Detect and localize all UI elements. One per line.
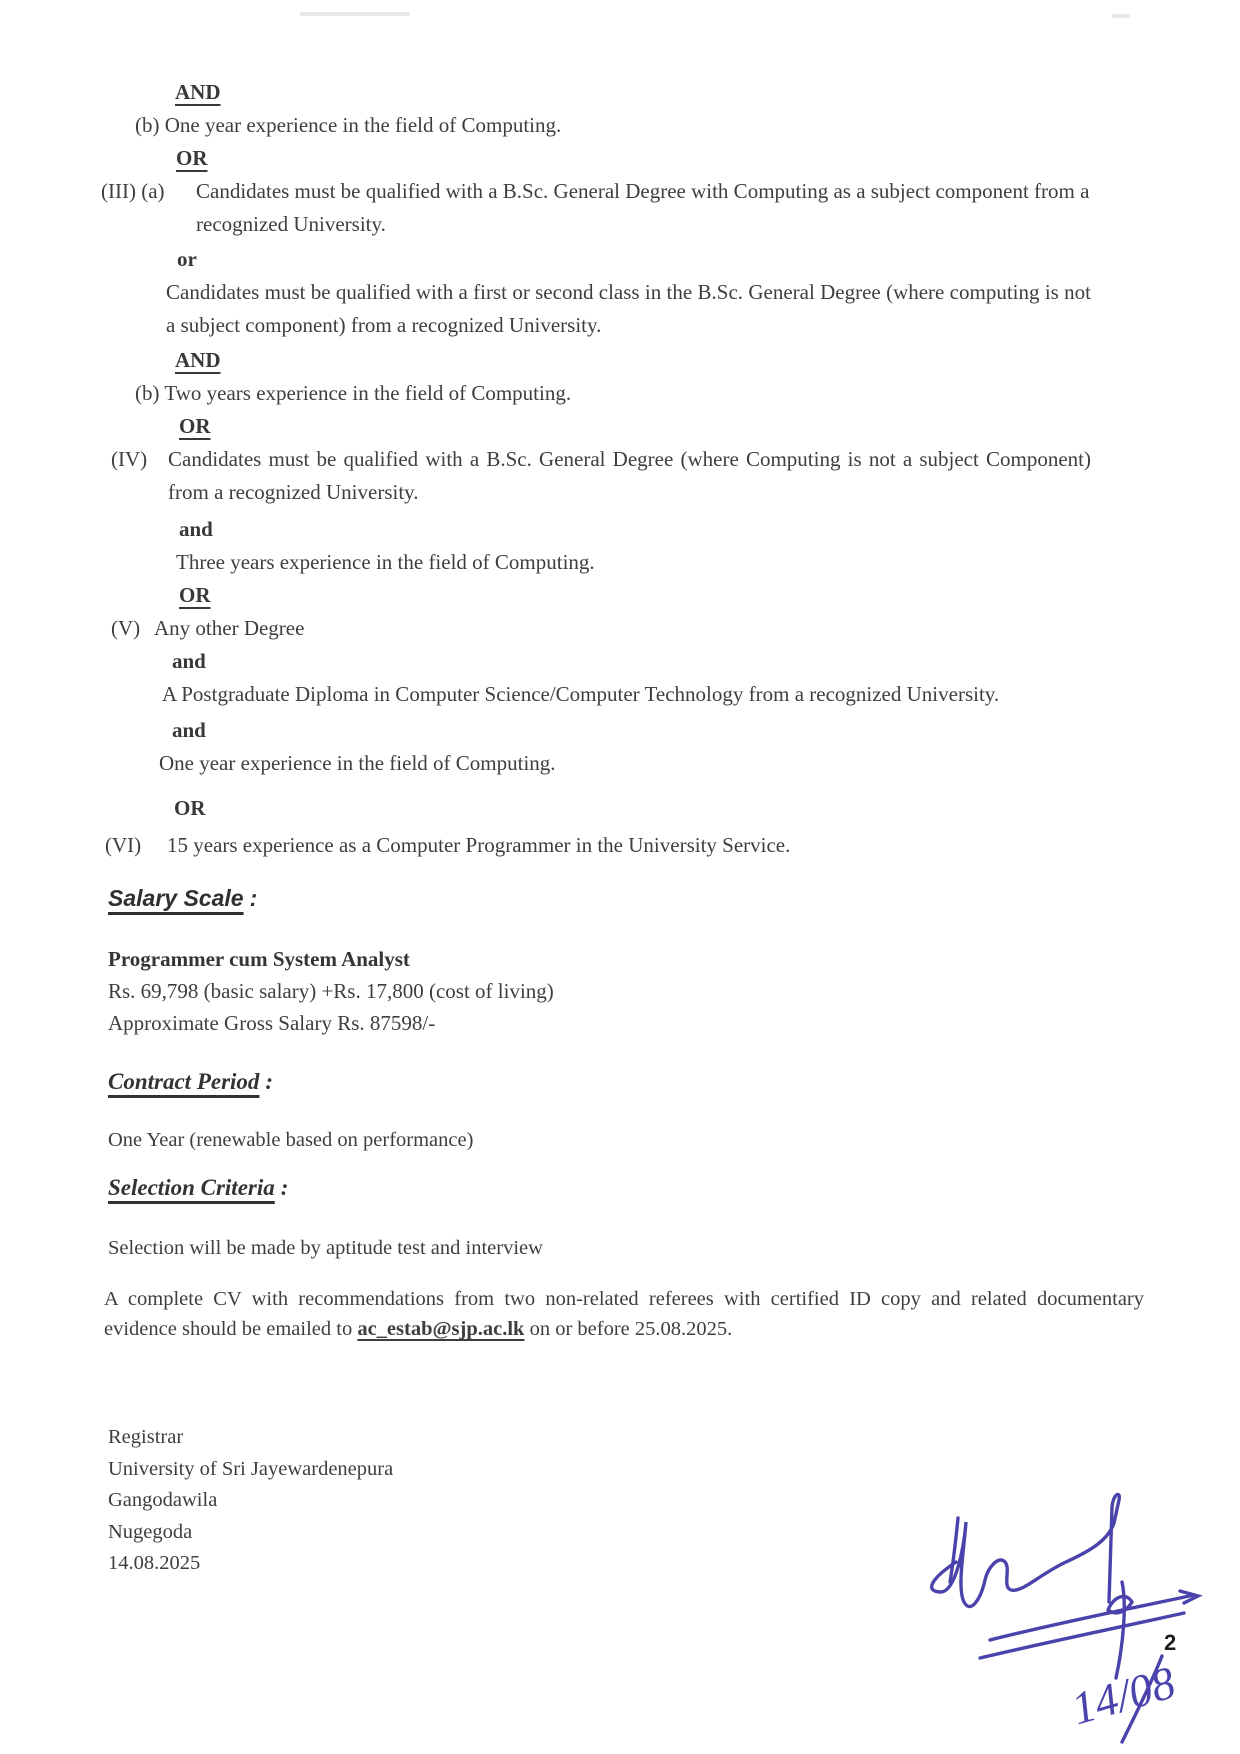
- application-text-before-email: A complete CV with recommendations from two non-related referees with certified ID copy and related documentary evidence should be emailed to: [104, 1288, 1144, 1340]
- conjunction-and-lower-2: and: [172, 649, 206, 673]
- conjunction-or-lower: or: [177, 247, 197, 271]
- item-iii-marker: (III) (a): [101, 179, 165, 203]
- item-iv-marker: (IV): [111, 447, 148, 471]
- handwritten-signature: [860, 1450, 1240, 1754]
- salary-scale-heading-colon: :: [249, 885, 258, 911]
- conjunction-and-2: AND: [175, 348, 221, 372]
- signoff-suburb: Gangodawila: [108, 1489, 218, 1511]
- item-v-text: Any other Degree: [154, 616, 305, 640]
- qualifications-section: [101, 76, 1097, 862]
- conjunction-and-lower-1: and: [179, 517, 213, 541]
- qualification-item-iv: [111, 443, 1093, 509]
- item-vi-text: 15 years experience as a Computer Programmer in the University Service.: [167, 833, 791, 857]
- salary-scale-heading-text: Salary Scale: [108, 885, 244, 911]
- scan-artifact: [300, 12, 410, 16]
- application-email-link[interactable]: ac_estab@sjp.ac.lk: [357, 1318, 525, 1340]
- application-instructions: [104, 1284, 1144, 1344]
- salary-breakdown: Rs. 69,798 (basic salary) +Rs. 17,800 (cost of living): [108, 979, 554, 1003]
- selection-criteria-heading: [108, 1172, 543, 1204]
- page-number: 2: [1164, 1630, 1177, 1655]
- signoff-date: 14.08.2025: [108, 1552, 201, 1574]
- selection-criteria-heading-colon: :: [280, 1175, 289, 1200]
- item-v-experience: One year experience in the field of Computing.: [159, 751, 556, 775]
- item-v-diploma: A Postgraduate Diploma in Computer Science/Computer Technology from a recognized University.: [162, 682, 1000, 706]
- item-iv-experience: Three years experience in the field of Computing.: [176, 550, 595, 574]
- conjunction-or-2: OR: [179, 414, 211, 438]
- item-iii-alternative-text: Candidates must be qualified with a first or second class in the B.Sc. General Degree (where computing is not a subject component) from a recognized University.: [166, 280, 1097, 337]
- signoff-university: University of Sri Jayewardenepura: [108, 1457, 394, 1480]
- handwritten-date-note: 14/08: [1065, 1656, 1181, 1735]
- qualification-item-v: [111, 612, 1093, 645]
- salary-scale-heading: [108, 882, 554, 915]
- contract-period-text: One Year (renewable based on performance): [108, 1129, 474, 1151]
- selection-criteria-heading-text: Selection Criteria: [108, 1175, 275, 1200]
- item-v-marker: (V): [111, 616, 141, 640]
- qualification-item-vi: [105, 829, 1093, 862]
- selection-criteria-section: [108, 1172, 543, 1264]
- conjunction-or-3: OR: [179, 583, 211, 607]
- signoff-city: Nugegoda: [108, 1520, 193, 1543]
- item-vi-marker: (VI): [105, 833, 142, 857]
- contract-period-heading-colon: :: [265, 1069, 274, 1094]
- signoff-block: [108, 1422, 393, 1580]
- qualification-item-b1: (b) One year experience in the field of Computing.: [135, 113, 562, 137]
- contract-period-heading: [108, 1066, 473, 1098]
- qualification-item-iii: [101, 175, 1093, 241]
- signoff-registrar: Registrar: [108, 1426, 184, 1448]
- conjunction-and-1: AND: [175, 80, 221, 104]
- conjunction-or-1: OR: [176, 146, 208, 170]
- application-text-after-email: on or before 25.08.2025.: [524, 1318, 733, 1340]
- conjunction-or-4: OR: [174, 796, 206, 820]
- conjunction-and-lower-3: and: [172, 718, 206, 742]
- scan-artifact: [1112, 14, 1130, 18]
- selection-criteria-text: Selection will be made by aptitude test and interview: [108, 1237, 543, 1259]
- signature-stroke: [932, 1494, 1120, 1606]
- salary-gross: Approximate Gross Salary Rs. 87598/-: [108, 1011, 436, 1035]
- qualification-item-b2: (b) Two years experience in the field of Computing.: [135, 381, 572, 405]
- salary-position-title: Programmer cum System Analyst: [108, 947, 410, 971]
- contract-period-section: [108, 1066, 473, 1156]
- salary-scale-section: [108, 882, 554, 1039]
- contract-period-heading-text: Contract Period: [108, 1069, 260, 1094]
- item-iv-text: Candidates must be qualified with a B.Sc. General Degree (where Computing is not a subject Component) from a recognized University.: [168, 447, 1091, 504]
- item-iii-text: Candidates must be qualified with a B.Sc. General Degree with Computing as a subject component from a recognized University.: [196, 179, 1090, 236]
